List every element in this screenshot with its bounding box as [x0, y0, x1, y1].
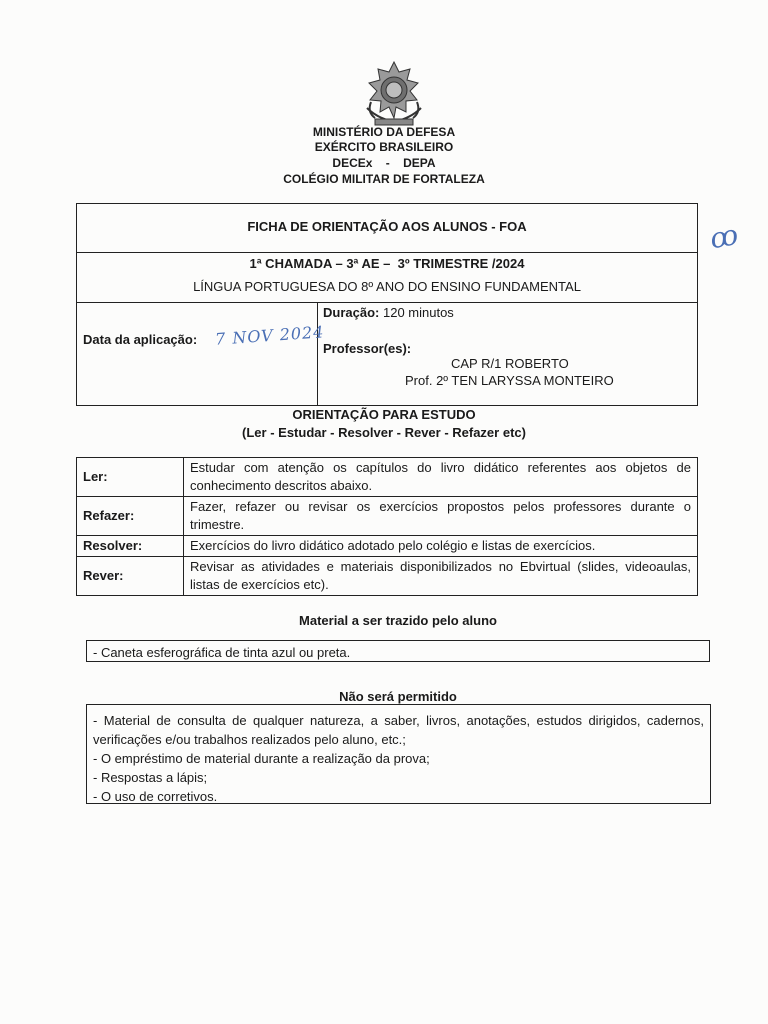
foa-header-box	[76, 203, 698, 406]
foa-title: FICHA DE ORIENTAÇÃO AOS ALUNOS - FOA	[247, 219, 527, 234]
table-row	[77, 557, 698, 596]
table-row	[77, 497, 698, 536]
professor-2: Prof. 2º TEN LARYSSA MONTEIRO	[405, 373, 614, 388]
date-label: Data da aplicação:	[83, 332, 198, 347]
duration-value: 120 minutos	[382, 305, 454, 320]
date-handwritten-value: 7 NOV 2024	[214, 322, 325, 349]
list-item: - O empréstimo de material durante a realização da prova;	[93, 751, 430, 766]
header-ministry: MINISTÉRIO DA DEFESA	[312, 125, 456, 139]
foa-call: 1ª CHAMADA – 3ª AE – 3º TRIMESTRE /2024	[249, 256, 525, 271]
orientation-title: ORIENTAÇÃO PARA ESTUDO	[292, 407, 476, 422]
row-label: Ler:	[77, 458, 184, 497]
row-label: Rever:	[77, 557, 184, 596]
professors-label: Professor(es):	[323, 341, 412, 356]
coat-of-arms-seal	[361, 60, 427, 128]
orientation-subtitle: (Ler - Estudar - Resolver - Rever - Refazer etc)	[242, 425, 526, 440]
material-title: Material a ser trazido pelo aluno	[299, 613, 497, 628]
row-label: Refazer:	[77, 497, 184, 536]
material-box	[86, 640, 710, 662]
material-item: - Caneta esferográfica de tinta azul ou preta.	[93, 645, 351, 660]
row-text: Exercícios do livro didático adotado pelo colégio e listas de exercícios.	[184, 536, 698, 557]
forbidden-box	[86, 704, 711, 804]
duration-field	[323, 305, 454, 320]
header-army: EXÉRCITO BRASILEIRO	[314, 140, 454, 154]
table-row	[77, 458, 698, 497]
header-department: DECEx - DEPA	[332, 156, 436, 170]
duration-label: Duração:	[323, 305, 380, 320]
list-item: - O uso de corretivos.	[93, 789, 218, 804]
study-orientation-table	[76, 457, 698, 596]
table-row	[77, 536, 698, 557]
list-item: - Material de consulta de qualquer natureza, a saber, livros, anotações, estudos dirigidos, cadernos, verificações e/ou trabalhos realizados pelo aluno, etc.;	[93, 713, 704, 747]
header-school: COLÉGIO MILITAR DE FORTALEZA	[283, 172, 485, 186]
row-text: Estudar com atenção os capítulos do livro didático referentes aos objetos de conhecimento descritos abaixo.	[184, 458, 698, 497]
forbidden-title: Não será permitido	[339, 689, 457, 704]
row-text: Revisar as atividades e materiais disponibilizados no Ebvirtual (slides, videoaulas, listas de exercícios etc).	[184, 557, 698, 596]
row-text: Fazer, refazer ou revisar os exercícios propostos pelos professores durante o trimestre.	[184, 497, 698, 536]
margin-handwritten-mark: ꝏ	[707, 217, 742, 256]
row-label: Resolver:	[77, 536, 184, 557]
foa-subject: LÍNGUA PORTUGUESA DO 8º ANO DO ENSINO FUNDAMENTAL	[193, 279, 581, 294]
list-item: - Respostas a lápis;	[93, 770, 208, 785]
professor-1: CAP R/1 ROBERTO	[451, 356, 569, 371]
